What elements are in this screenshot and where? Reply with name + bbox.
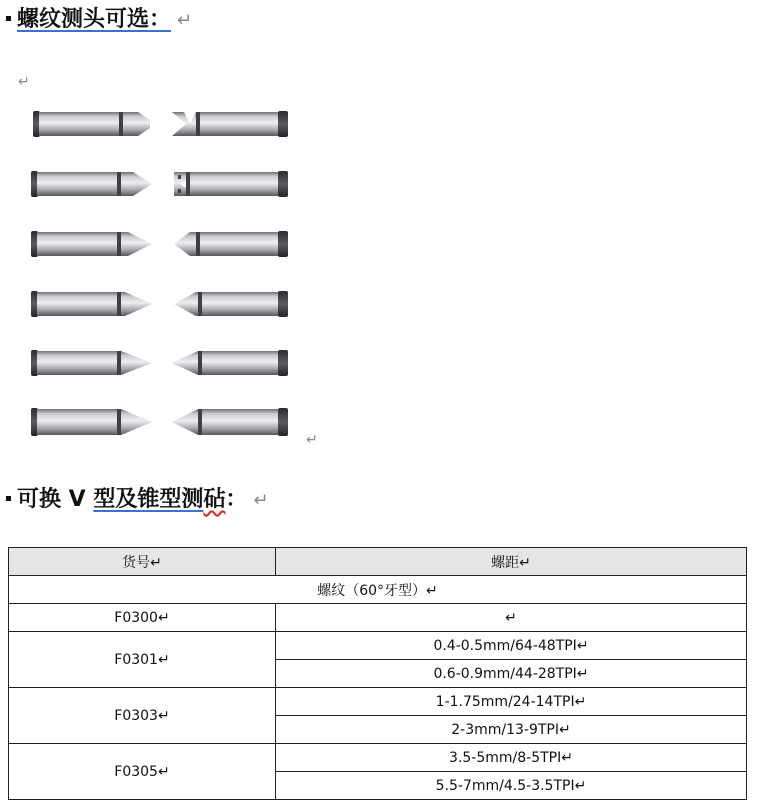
pitch-cell: 1-1.75mm/24-14TPI↵ bbox=[276, 688, 747, 716]
heading-suffix: ： bbox=[225, 487, 248, 512]
pitch-cell: 2-3mm/13-9TPI↵ bbox=[276, 716, 747, 744]
table-header-row bbox=[9, 548, 747, 576]
heading-underlined-text: 型及锥型 bbox=[93, 487, 182, 512]
pitch-cell: 3.5-5mm/8-5TPI↵ bbox=[276, 744, 747, 772]
part-no-cell: F0305↵ bbox=[9, 744, 276, 800]
v-anvil-probe-icon bbox=[174, 171, 288, 197]
heading-mid-text: 测 bbox=[181, 487, 204, 512]
thread-pitch-table bbox=[8, 547, 747, 800]
table-section-row bbox=[9, 576, 747, 604]
probe-pair-row-2 bbox=[31, 171, 288, 197]
v-anvil-probe-icon bbox=[174, 291, 288, 317]
table-row bbox=[9, 688, 747, 716]
cone-probe-icon bbox=[33, 111, 150, 137]
cone-probe-icon bbox=[31, 291, 152, 317]
heading-prefix: 可换 V bbox=[17, 487, 94, 512]
paragraph-mark-icon: ↵ bbox=[177, 10, 193, 31]
part-no-cell: F0303↵ bbox=[9, 688, 276, 744]
probe-pair-row-1 bbox=[33, 111, 288, 137]
probe-pair-row-3 bbox=[31, 231, 288, 257]
heading-spellcheck-text: 砧 bbox=[203, 487, 226, 512]
v-anvil-probe-icon bbox=[172, 350, 288, 376]
pitch-cell: 0.6-0.9mm/44-28TPI↵ bbox=[276, 660, 747, 688]
part-no-cell: F0300↵ bbox=[9, 604, 276, 632]
table-row bbox=[9, 632, 747, 660]
pitch-cell: 5.5-7mm/4.5-3.5TPI↵ bbox=[276, 772, 747, 800]
v-anvil-probe-icon bbox=[174, 231, 288, 257]
table-row bbox=[9, 744, 747, 772]
probe-pair-row-4 bbox=[31, 291, 288, 317]
cone-probe-icon bbox=[31, 350, 152, 376]
part-no-cell: F0301↵ bbox=[9, 632, 276, 688]
heading-text: 螺纹测头可选： bbox=[17, 7, 172, 32]
header-part-no: 货号↵ bbox=[9, 548, 276, 576]
probe-pair-row-6 bbox=[31, 408, 288, 436]
cone-probe-icon bbox=[31, 171, 152, 197]
paragraph-mark-icon: ↵ bbox=[18, 74, 30, 90]
pitch-cell: ↵ bbox=[276, 604, 747, 632]
v-anvil-probe-icon bbox=[172, 111, 288, 137]
paragraph-mark-icon: ↵ bbox=[253, 490, 269, 511]
probe-pair-row-5 bbox=[31, 350, 288, 376]
table-row bbox=[9, 604, 747, 632]
pitch-cell: 0.4-0.5mm/64-48TPI↵ bbox=[276, 632, 747, 660]
paragraph-mark-icon: ↵ bbox=[306, 432, 318, 448]
heading-v-cone-anvils bbox=[6, 485, 269, 516]
bullet-icon bbox=[6, 496, 11, 501]
section-thread-60: 螺纹（60°牙型）↵ bbox=[9, 576, 747, 604]
v-anvil-probe-icon bbox=[172, 408, 288, 436]
header-pitch: 螺距↵ bbox=[276, 548, 747, 576]
cone-probe-icon bbox=[31, 231, 152, 257]
cone-probe-icon bbox=[31, 408, 152, 436]
